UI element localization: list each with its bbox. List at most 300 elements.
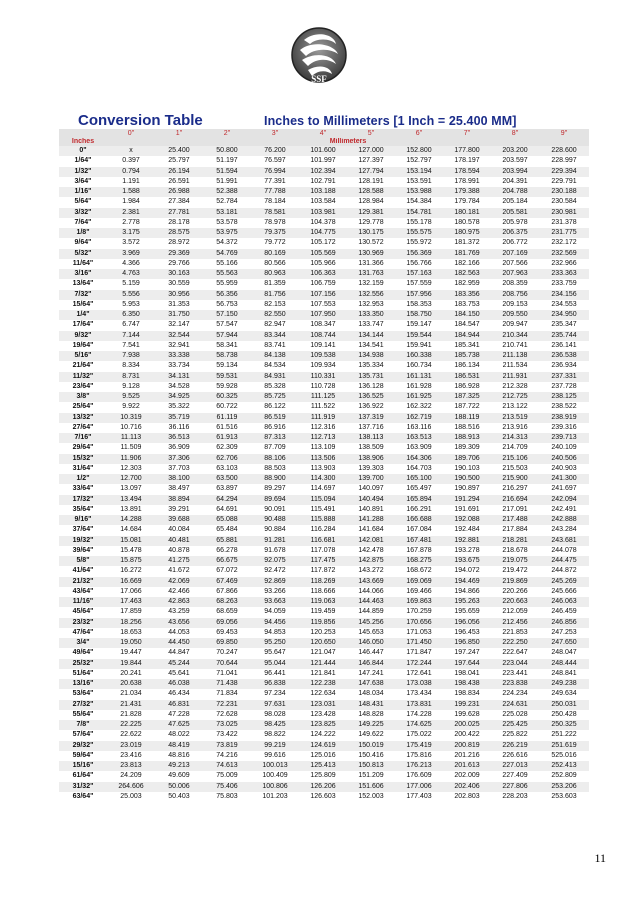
mm-value: 39.688 bbox=[155, 515, 203, 525]
mm-value: 93.266 bbox=[251, 587, 299, 597]
mm-value: 4.763 bbox=[107, 269, 155, 279]
mm-value: 61.913 bbox=[203, 433, 251, 443]
mm-value: 29.766 bbox=[155, 259, 203, 269]
mm-value: 136.525 bbox=[347, 392, 395, 402]
table-row bbox=[59, 597, 589, 607]
inch-label: 55/64" bbox=[59, 710, 107, 720]
inch-label: 23/32" bbox=[59, 618, 107, 628]
table-row bbox=[59, 536, 589, 546]
table-row bbox=[59, 566, 589, 576]
table-row bbox=[59, 607, 589, 617]
mm-value: 141.684 bbox=[347, 525, 395, 535]
table-row bbox=[59, 495, 589, 505]
mm-value: 203.200 bbox=[491, 146, 539, 156]
mm-value: 153.591 bbox=[395, 177, 443, 187]
mm-value: 149.225 bbox=[347, 720, 395, 730]
mm-value: 98.028 bbox=[251, 710, 299, 720]
mm-value: 227.806 bbox=[491, 782, 539, 792]
mm-value: 228.600 bbox=[539, 146, 589, 156]
table-row bbox=[59, 659, 589, 669]
mm-value: 89.297 bbox=[251, 484, 299, 494]
mm-value: 213.122 bbox=[491, 402, 539, 412]
mm-value: 103.981 bbox=[299, 208, 347, 218]
inch-label: 13/64" bbox=[59, 279, 107, 289]
mm-value: 60.325 bbox=[203, 392, 251, 402]
mm-value: 30.163 bbox=[155, 269, 203, 279]
inch-label: 25/64" bbox=[59, 402, 107, 412]
mm-value: 81.756 bbox=[251, 290, 299, 300]
inch-label: 1/4" bbox=[59, 310, 107, 320]
inch-label: 3/4" bbox=[59, 638, 107, 648]
mm-value: 210.344 bbox=[491, 331, 539, 341]
mm-value: 147.241 bbox=[347, 669, 395, 679]
mm-value: 186.134 bbox=[443, 361, 491, 371]
mm-value: 61.119 bbox=[203, 413, 251, 423]
mm-value: 171.053 bbox=[395, 628, 443, 638]
mm-value: 225.028 bbox=[491, 710, 539, 720]
mm-value: 215.106 bbox=[491, 454, 539, 464]
mm-value: 94.059 bbox=[251, 607, 299, 617]
mm-value: 233.363 bbox=[539, 269, 589, 279]
mm-value: 240.109 bbox=[539, 443, 589, 453]
inch-label: 53/64" bbox=[59, 689, 107, 699]
mm-value: 154.781 bbox=[395, 208, 443, 218]
mm-value: 180.578 bbox=[443, 218, 491, 228]
inch-label: 15/64" bbox=[59, 300, 107, 310]
mm-value: 101.997 bbox=[299, 156, 347, 166]
mm-value: 132.953 bbox=[347, 300, 395, 310]
inch-label: 5/16" bbox=[59, 351, 107, 361]
table-row bbox=[59, 474, 589, 484]
mm-value: 95.044 bbox=[251, 659, 299, 669]
inch-label: 1/2" bbox=[59, 474, 107, 484]
mm-value: 65.484 bbox=[203, 525, 251, 535]
mm-value: 20.638 bbox=[107, 679, 155, 689]
mm-value: 200.025 bbox=[443, 720, 491, 730]
mm-value: 34.528 bbox=[155, 382, 203, 392]
mm-value: 140.097 bbox=[347, 484, 395, 494]
mm-value: 228.203 bbox=[491, 792, 539, 802]
mm-value: 16.669 bbox=[107, 577, 155, 587]
mm-value: 83.344 bbox=[251, 331, 299, 341]
mm-value: 62.706 bbox=[203, 454, 251, 464]
mm-value: 144.066 bbox=[347, 587, 395, 597]
mm-value: 55.166 bbox=[203, 259, 251, 269]
inch-label: 5/64" bbox=[59, 197, 107, 207]
mm-value: 82.550 bbox=[251, 310, 299, 320]
mm-value: 56.356 bbox=[203, 290, 251, 300]
mm-value: 112.713 bbox=[299, 433, 347, 443]
mm-value: 126.603 bbox=[299, 792, 347, 802]
inch-label: 15/16" bbox=[59, 761, 107, 771]
mm-value: 202.009 bbox=[443, 771, 491, 781]
inch-label: 57/64" bbox=[59, 730, 107, 740]
mm-value: 204.391 bbox=[491, 177, 539, 187]
inch-label: 5/8" bbox=[59, 556, 107, 566]
mm-value: 87.709 bbox=[251, 443, 299, 453]
mm-value: 209.947 bbox=[491, 320, 539, 330]
mm-value: 179.784 bbox=[443, 197, 491, 207]
mm-value: 138.906 bbox=[347, 454, 395, 464]
mm-value: 60.722 bbox=[203, 402, 251, 412]
mm-value: 86.916 bbox=[251, 423, 299, 433]
table-row bbox=[59, 290, 589, 300]
inch-label: 9/16" bbox=[59, 515, 107, 525]
mm-value: 108.744 bbox=[299, 331, 347, 341]
mm-value: 169.069 bbox=[395, 577, 443, 587]
mm-value: 217.091 bbox=[491, 505, 539, 515]
mm-value: 6.747 bbox=[107, 320, 155, 330]
page-number: 11 bbox=[594, 851, 606, 865]
mm-value: 1.191 bbox=[107, 177, 155, 187]
table-row bbox=[59, 382, 589, 392]
table-row bbox=[59, 464, 589, 474]
mm-value: 177.800 bbox=[443, 146, 491, 156]
mm-value: 75.803 bbox=[203, 792, 251, 802]
table-row bbox=[59, 269, 589, 279]
mm-value: 172.641 bbox=[395, 669, 443, 679]
mm-value: 173.434 bbox=[395, 689, 443, 699]
mm-value: 251.619 bbox=[539, 741, 589, 751]
mm-value: 84.534 bbox=[251, 361, 299, 371]
mm-value: 69.453 bbox=[203, 628, 251, 638]
mm-value: 106.363 bbox=[299, 269, 347, 279]
mm-value: 53.578 bbox=[203, 218, 251, 228]
mm-value: 190.103 bbox=[443, 464, 491, 474]
table-row bbox=[59, 361, 589, 371]
mm-value: 45.641 bbox=[155, 669, 203, 679]
mm-value: 189.706 bbox=[443, 454, 491, 464]
mm-value: 25.797 bbox=[155, 156, 203, 166]
mm-value: 31.750 bbox=[155, 310, 203, 320]
mm-value: 57.150 bbox=[203, 310, 251, 320]
mm-value: 109.141 bbox=[299, 341, 347, 351]
mm-value: 148.431 bbox=[347, 700, 395, 710]
mm-value: 95.250 bbox=[251, 638, 299, 648]
mm-value: 231.378 bbox=[539, 218, 589, 228]
column-header: 3" bbox=[251, 129, 299, 138]
mm-value: 9.525 bbox=[107, 392, 155, 402]
mm-value: 217.488 bbox=[491, 515, 539, 525]
table-row bbox=[59, 433, 589, 443]
inch-label: 63/64" bbox=[59, 792, 107, 802]
mm-value: 0.794 bbox=[107, 167, 155, 177]
table-row bbox=[59, 525, 589, 535]
mm-value: 138.113 bbox=[347, 433, 395, 443]
mm-value: 10.716 bbox=[107, 423, 155, 433]
mm-value: 173.831 bbox=[395, 700, 443, 710]
mm-value: 66.278 bbox=[203, 546, 251, 556]
mm-value: 199.628 bbox=[443, 710, 491, 720]
mm-value: 76.200 bbox=[251, 146, 299, 156]
mm-value: 113.506 bbox=[299, 454, 347, 464]
mm-value: 7.938 bbox=[107, 351, 155, 361]
mm-value: 17.859 bbox=[107, 607, 155, 617]
mm-value: 6.350 bbox=[107, 310, 155, 320]
table-row bbox=[59, 310, 589, 320]
mm-value: 241.300 bbox=[539, 474, 589, 484]
mm-value: 42.863 bbox=[155, 597, 203, 607]
mm-value: 182.166 bbox=[443, 259, 491, 269]
mm-value: 165.497 bbox=[395, 484, 443, 494]
mm-value: 4.366 bbox=[107, 259, 155, 269]
conversion-table bbox=[59, 129, 589, 802]
mm-value: 123.825 bbox=[299, 720, 347, 730]
mm-value: 233.759 bbox=[539, 279, 589, 289]
mm-value: 134.144 bbox=[347, 331, 395, 341]
mm-value: 152.003 bbox=[347, 792, 395, 802]
inch-label: 43/64" bbox=[59, 587, 107, 597]
mm-value: 114.697 bbox=[299, 484, 347, 494]
mm-value: 120.253 bbox=[299, 628, 347, 638]
page-title: Conversion Table bbox=[78, 112, 203, 129]
mm-value: 135.334 bbox=[347, 361, 395, 371]
mm-value: 248.047 bbox=[539, 648, 589, 658]
mm-value: 80.963 bbox=[251, 269, 299, 279]
mm-value: 164.703 bbox=[395, 464, 443, 474]
table-row bbox=[59, 618, 589, 628]
mm-value: 121.047 bbox=[299, 648, 347, 658]
mm-value: 205.184 bbox=[491, 197, 539, 207]
mm-value: 100.806 bbox=[251, 782, 299, 792]
mm-value: 113.903 bbox=[299, 464, 347, 474]
mm-value: 95.647 bbox=[251, 648, 299, 658]
mm-value: 165.894 bbox=[395, 495, 443, 505]
mm-value: 78.581 bbox=[251, 208, 299, 218]
column-header: 8" bbox=[491, 129, 539, 138]
table-row bbox=[59, 587, 589, 597]
mm-value: 163.909 bbox=[395, 443, 443, 453]
mm-value: 36.909 bbox=[155, 443, 203, 453]
table-row bbox=[59, 761, 589, 771]
mm-value: 26.591 bbox=[155, 177, 203, 187]
mm-value: 101.203 bbox=[251, 792, 299, 802]
mm-value: 161.928 bbox=[395, 382, 443, 392]
mm-value: 184.150 bbox=[443, 310, 491, 320]
mm-value: 162.719 bbox=[395, 413, 443, 423]
mm-value: 161.131 bbox=[395, 372, 443, 382]
mm-value: 99.616 bbox=[251, 751, 299, 761]
mm-value: 55.563 bbox=[203, 269, 251, 279]
mm-value: 82.153 bbox=[251, 300, 299, 310]
mm-value: 52.388 bbox=[203, 187, 251, 197]
mm-value: 0.397 bbox=[107, 156, 155, 166]
mm-value: 39.291 bbox=[155, 505, 203, 515]
mm-value: 83.741 bbox=[251, 341, 299, 351]
table-row bbox=[59, 197, 589, 207]
mm-value: 91.678 bbox=[251, 546, 299, 556]
mm-value: 117.872 bbox=[299, 566, 347, 576]
mm-value: 133.350 bbox=[347, 310, 395, 320]
mm-value: 196.850 bbox=[443, 638, 491, 648]
mm-value: 27.384 bbox=[155, 197, 203, 207]
mm-value: 214.709 bbox=[491, 443, 539, 453]
mm-value: 140.494 bbox=[347, 495, 395, 505]
mm-value: 92.472 bbox=[251, 566, 299, 576]
mm-value: 24.209 bbox=[107, 771, 155, 781]
mm-value: 94.853 bbox=[251, 628, 299, 638]
mm-value: 70.247 bbox=[203, 648, 251, 658]
mm-value: 137.319 bbox=[347, 413, 395, 423]
mm-value: 11.906 bbox=[107, 454, 155, 464]
mm-value: 28.972 bbox=[155, 238, 203, 248]
inch-label: 39/64" bbox=[59, 546, 107, 556]
inch-label: 15/32" bbox=[59, 454, 107, 464]
mm-value: 115.888 bbox=[299, 515, 347, 525]
inch-label: 51/64" bbox=[59, 669, 107, 679]
mm-value: 126.206 bbox=[299, 782, 347, 792]
mm-value: 235.744 bbox=[539, 331, 589, 341]
mm-value: 90.488 bbox=[251, 515, 299, 525]
mm-value: 205.978 bbox=[491, 218, 539, 228]
mm-value: 216.694 bbox=[491, 495, 539, 505]
mm-value: 44.450 bbox=[155, 638, 203, 648]
mm-value: 209.550 bbox=[491, 310, 539, 320]
mm-value: 30.956 bbox=[155, 290, 203, 300]
mm-value: 18.256 bbox=[107, 618, 155, 628]
mm-value: 144.463 bbox=[347, 597, 395, 607]
mm-value: 108.347 bbox=[299, 320, 347, 330]
mm-value: 86.519 bbox=[251, 413, 299, 423]
mm-value: 76.994 bbox=[251, 167, 299, 177]
column-header: 6" bbox=[395, 129, 443, 138]
mm-value: 195.263 bbox=[443, 597, 491, 607]
mm-value: 166.688 bbox=[395, 515, 443, 525]
mm-value: 72.231 bbox=[203, 700, 251, 710]
mm-value: 68.659 bbox=[203, 607, 251, 617]
table-row bbox=[59, 689, 589, 699]
mm-value: 107.553 bbox=[299, 300, 347, 310]
table-row bbox=[59, 249, 589, 259]
mm-value: 16.272 bbox=[107, 566, 155, 576]
mm-value: 206.772 bbox=[491, 238, 539, 248]
mm-value: 26.194 bbox=[155, 167, 203, 177]
column-header: 9" bbox=[539, 129, 589, 138]
inch-label: 29/64" bbox=[59, 443, 107, 453]
mm-value: 226.616 bbox=[491, 751, 539, 761]
mm-value: 149.622 bbox=[347, 730, 395, 740]
mm-value: 34.925 bbox=[155, 392, 203, 402]
mm-value: 156.766 bbox=[395, 259, 443, 269]
inch-label: 35/64" bbox=[59, 505, 107, 515]
mm-value: 7.541 bbox=[107, 341, 155, 351]
mm-value: 57.547 bbox=[203, 320, 251, 330]
mm-value: 112.316 bbox=[299, 423, 347, 433]
mm-value: 169.863 bbox=[395, 597, 443, 607]
mm-value: 2.381 bbox=[107, 208, 155, 218]
mm-value: 80.169 bbox=[251, 249, 299, 259]
mm-value: 9.128 bbox=[107, 382, 155, 392]
inch-label: 7/8" bbox=[59, 720, 107, 730]
inch-label: 7/32" bbox=[59, 290, 107, 300]
mm-value: 251.222 bbox=[539, 730, 589, 740]
mm-value: 213.519 bbox=[491, 413, 539, 423]
mm-value: 19.844 bbox=[107, 659, 155, 669]
mm-value: 84.138 bbox=[251, 351, 299, 361]
mm-value: 170.656 bbox=[395, 618, 443, 628]
mm-value: 91.281 bbox=[251, 536, 299, 546]
mm-value: 228.997 bbox=[539, 156, 589, 166]
table-row bbox=[59, 413, 589, 423]
mm-value: 187.325 bbox=[443, 392, 491, 402]
mm-value: 76.597 bbox=[251, 156, 299, 166]
mm-value: 146.447 bbox=[347, 648, 395, 658]
mm-value: 150.416 bbox=[347, 751, 395, 761]
mm-value: 171.847 bbox=[395, 648, 443, 658]
mm-value: 51.594 bbox=[203, 167, 251, 177]
table-row bbox=[59, 648, 589, 658]
mm-value: 236.538 bbox=[539, 351, 589, 361]
inch-label: 7/64" bbox=[59, 218, 107, 228]
mm-value: 110.331 bbox=[299, 372, 347, 382]
mm-value: 169.466 bbox=[395, 587, 443, 597]
mm-value: 33.338 bbox=[155, 351, 203, 361]
mm-value: 224.234 bbox=[491, 689, 539, 699]
mm-value: 166.291 bbox=[395, 505, 443, 515]
mm-value: 177.006 bbox=[395, 782, 443, 792]
mm-value: 204.788 bbox=[491, 187, 539, 197]
mm-value: 203.994 bbox=[491, 167, 539, 177]
mm-value: 38.100 bbox=[155, 474, 203, 484]
inch-label: 13/32" bbox=[59, 413, 107, 423]
mm-value: 184.944 bbox=[443, 331, 491, 341]
mm-value: 67.469 bbox=[203, 577, 251, 587]
mm-value: 176.213 bbox=[395, 761, 443, 771]
mm-value: 186.531 bbox=[443, 372, 491, 382]
table-row bbox=[59, 156, 589, 166]
mm-value: 81.359 bbox=[251, 279, 299, 289]
mm-value: 249.238 bbox=[539, 679, 589, 689]
mm-value: 244.078 bbox=[539, 546, 589, 556]
table-row bbox=[59, 402, 589, 412]
mm-value: 160.734 bbox=[395, 361, 443, 371]
mm-value: 63.500 bbox=[203, 474, 251, 484]
mm-value: 165.100 bbox=[395, 474, 443, 484]
mm-value: 86.122 bbox=[251, 402, 299, 412]
mm-value: 1.984 bbox=[107, 197, 155, 207]
mm-value: 33.734 bbox=[155, 361, 203, 371]
mm-value: 192.088 bbox=[443, 515, 491, 525]
column-header: 5" bbox=[347, 129, 395, 138]
mm-value: 180.181 bbox=[443, 208, 491, 218]
inch-label: 41/64" bbox=[59, 566, 107, 576]
mm-value: 42.466 bbox=[155, 587, 203, 597]
mm-value: 134.541 bbox=[347, 341, 395, 351]
mm-value: 145.653 bbox=[347, 628, 395, 638]
mm-value: 119.856 bbox=[299, 618, 347, 628]
mm-value: 119.063 bbox=[299, 597, 347, 607]
mm-value: 230.188 bbox=[539, 187, 589, 197]
mm-value: 8.731 bbox=[107, 372, 155, 382]
mm-value: 124.619 bbox=[299, 741, 347, 751]
mm-value: 123.428 bbox=[299, 710, 347, 720]
inch-label: 19/64" bbox=[59, 341, 107, 351]
mm-value: 49.213 bbox=[155, 761, 203, 771]
mm-value: 207.169 bbox=[491, 249, 539, 259]
mm-value: 51.991 bbox=[203, 177, 251, 187]
table-row bbox=[59, 505, 589, 515]
mm-value: 200.422 bbox=[443, 730, 491, 740]
mm-value: 78.184 bbox=[251, 197, 299, 207]
table-row bbox=[59, 208, 589, 218]
mm-value: 114.300 bbox=[299, 474, 347, 484]
mm-value: 250.031 bbox=[539, 700, 589, 710]
table-row bbox=[59, 454, 589, 464]
mm-value: 194.072 bbox=[443, 566, 491, 576]
mm-value: 218.678 bbox=[491, 546, 539, 556]
mm-value: 167.878 bbox=[395, 546, 443, 556]
mm-value: 111.125 bbox=[299, 392, 347, 402]
